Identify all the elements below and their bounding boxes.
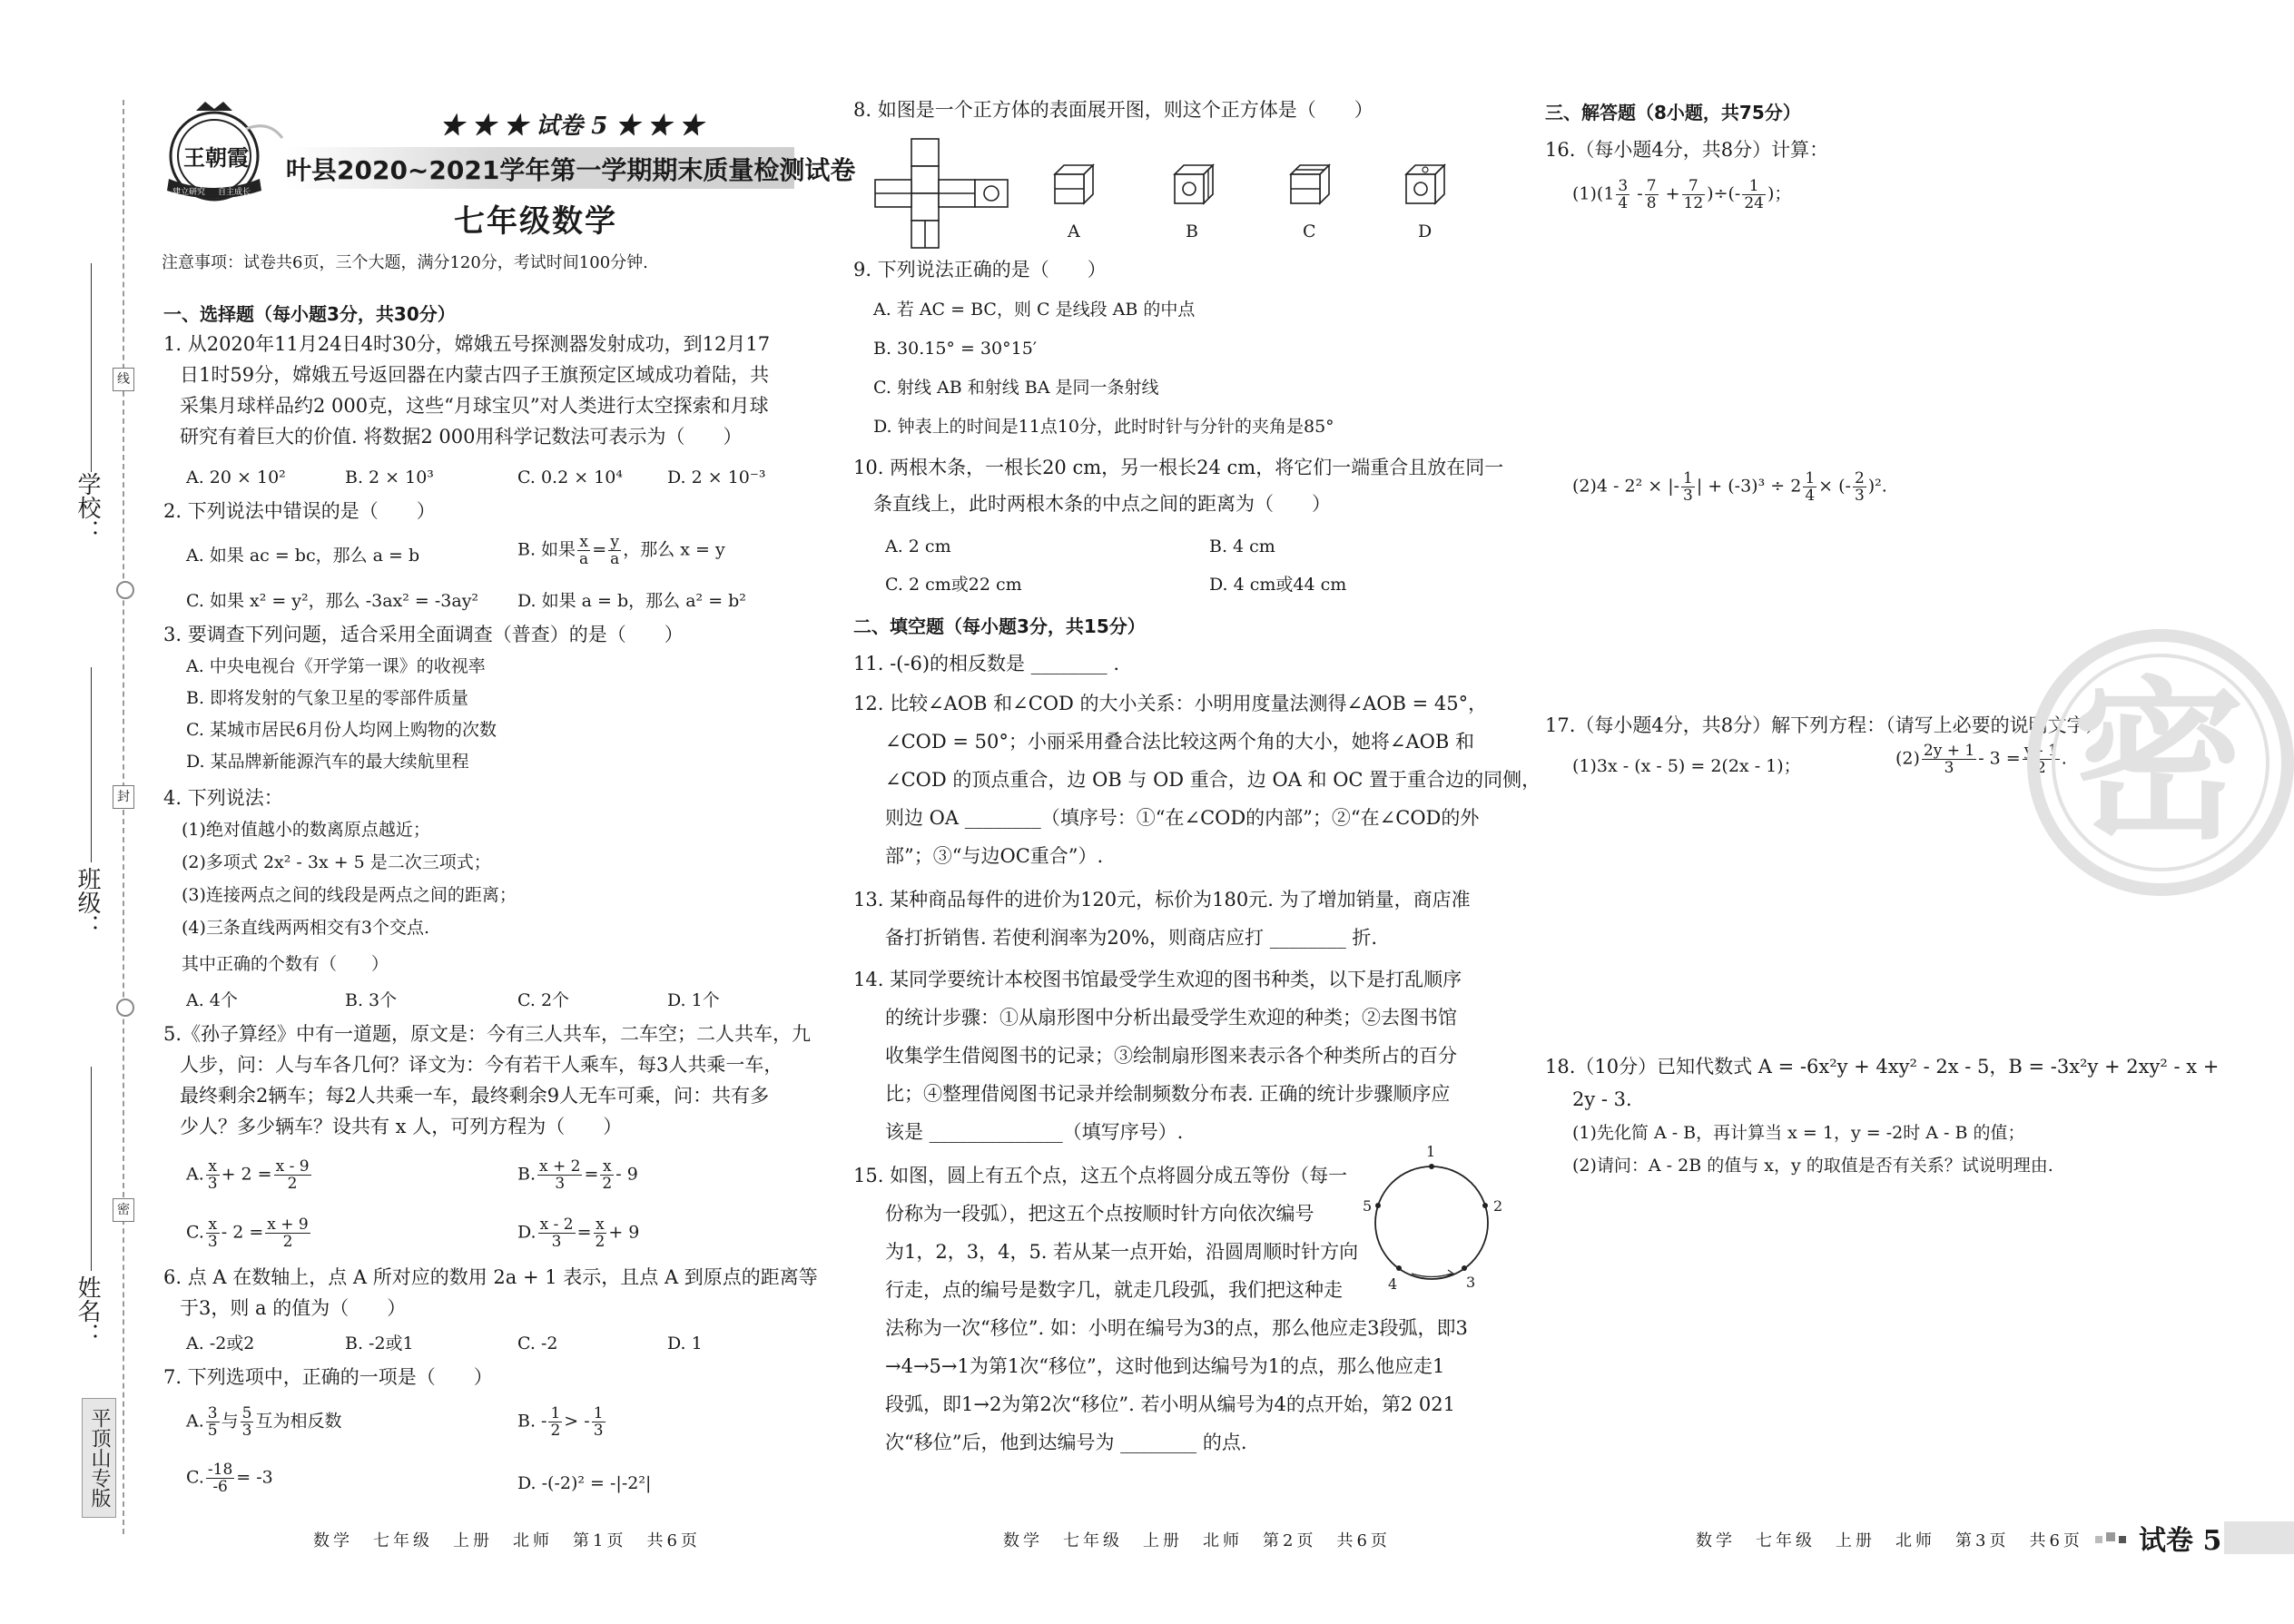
binding-hole-1: [116, 581, 134, 599]
seal-label-line: 线: [113, 368, 134, 391]
school-line: [91, 263, 92, 472]
section-3-title: 三、解答题（8小题，共75分）: [1545, 102, 1801, 123]
cube-option-c-figure: [1287, 162, 1333, 211]
question-17: 17.（每小题4分，共8分）解下列方程：（请写上必要的说明文字）: [1545, 714, 2105, 736]
circle-label-2: 2: [1493, 1197, 1503, 1215]
q2-option-a: A. 如果 ac = bc，那么 a = b: [186, 546, 420, 566]
q8-label-b: B: [1186, 221, 1198, 241]
footer-gray-band: [2224, 1521, 2294, 1554]
q7-option-a: A. $\frac{3}{5}$ 与 $\frac{5}{3}$ 互为相反数: [186, 1404, 342, 1440]
question-16-part-2: (2)4 - 2² × |- $\frac{1}{3}$ | + (-3)³ ÷ 2 $\frac{1}{4}$ × (- $\frac{2}{3}$ )².: [1572, 469, 1887, 505]
question-16: 16.（每小题4分，共8分）计算：: [1545, 139, 1829, 161]
edition-badge: 平顶山专版: [82, 1398, 116, 1518]
cube-option-d-figure: [1403, 162, 1448, 211]
q7-option-d: D. -(-2)² = -|-2²|: [517, 1473, 652, 1493]
q5-option-c: C. $\frac{x}{3}$ - 2 = $\frac{x + 9}{2}$: [186, 1216, 309, 1251]
question-16-part-1: (1)(1 $\frac{3}{4}$ - $\frac{7}{8}$ + $\frac{7}{12}$ )÷(- $\frac{1}{24}$ )；: [1572, 177, 1792, 212]
cube-option-a-figure: [1051, 162, 1097, 211]
q2-option-c: C. 如果 x² = y²，那么 -3ax² = -3ay²: [186, 591, 479, 611]
circle-label-4: 4: [1388, 1275, 1398, 1293]
q8-label-a: A: [1068, 221, 1080, 241]
logo-banner-right: 自主成长: [218, 188, 251, 197]
subject-title: 七年级数学: [454, 203, 617, 240]
question-11: 11. -(-6)的相反数是 ________ .: [853, 653, 1120, 674]
q2-option-b: B. 如果 $\frac{x}{a}$ = $\frac{y}{a}$ ，那么 x = y: [517, 533, 725, 568]
logo-banner-left: 建立研究: [172, 188, 206, 197]
watermark-seal: [2024, 626, 2294, 899]
footer-page-1: 数学 七年级 上册 北师 第1页 共6页: [313, 1531, 701, 1550]
question-17-part-1: (1)3x - (x - 5) = 2(2x - 1)；: [1572, 756, 1801, 776]
brand-logo: [160, 102, 287, 206]
name-line: [91, 1067, 92, 1271]
q2-option-d: D. 如果 a = b，那么 a² = b²: [517, 591, 746, 611]
footer-tag-decor: [2095, 1530, 2132, 1552]
seal-dashed-line: [123, 100, 124, 1534]
q1-option-a: A. 20 × 10²: [186, 468, 286, 487]
q1-option-d: D. 2 × 10⁻³: [667, 468, 766, 487]
question-17-part-2: (2) $\frac{2y + 1}{3}$ - 3 = $\frac{y - 1}{2}$ .: [1895, 742, 2067, 777]
circle-label-5: 5: [1363, 1197, 1373, 1215]
exam-title: 叶县2020~2021学年第一学期期末质量检测试卷: [286, 155, 856, 185]
school-label: 学校：: [74, 472, 101, 543]
class-label: 班级：: [74, 867, 101, 938]
binding-hole-2: [116, 999, 134, 1017]
q1-option-c: C. 0.2 × 10⁴: [517, 468, 623, 487]
seal-label-secret: 密: [113, 1198, 134, 1222]
q5-option-d: D. $\frac{x - 2}{3}$ = $\frac{x}{2}$ + 9: [517, 1216, 640, 1251]
q8-label-c: C: [1303, 221, 1316, 241]
q1-option-b: B. 2 × 10³: [345, 468, 434, 487]
section-2-title: 二、填空题（每小题3分，共15分）: [853, 615, 1146, 637]
cube-net-figure: [873, 136, 1009, 253]
q5-option-b: B. $\frac{x + 2}{3}$ = $\frac{x}{2}$ - 9: [517, 1157, 638, 1193]
binding-margin: [0, 0, 154, 1624]
circle-five-points-figure: [1357, 1143, 1511, 1303]
footer-page-3: 数学 七年级 上册 北师 第3页 共6页: [1696, 1531, 2083, 1550]
exam-series-label: ★ ★ ★ 试卷 5 ★ ★ ★: [440, 113, 704, 140]
q7-option-b: B. - $\frac{1}{2}$ > - $\frac{1}{3}$: [517, 1404, 604, 1440]
footer-tag: 试卷 5: [2139, 1525, 2222, 1557]
circle-label-3: 3: [1466, 1274, 1476, 1291]
seal-label-seal: 封: [113, 785, 134, 809]
circle-label-1: 1: [1426, 1143, 1436, 1160]
question-8: 8. 如图是一个正方体的表面展开图，则这个正方体是（ ）: [853, 99, 1373, 121]
logo-text: 王朝霞: [183, 144, 249, 171]
section-1-title: 一、选择题（每小题3分，共30分）: [163, 303, 456, 325]
q8-label-d: D: [1418, 221, 1433, 241]
name-label: 姓名：: [74, 1275, 101, 1346]
exam-notice: 注意事项：试卷共6页，三个大题，满分120分，考试时间100分钟.: [162, 253, 648, 272]
class-line: [91, 667, 92, 862]
watermark-text: 密: [2072, 662, 2245, 862]
q5-option-a: A. $\frac{x}{3}$ + 2 = $\frac{x - 9}{2}$: [186, 1157, 310, 1193]
q7-option-c: C. $\frac{-18}{-6}$ = -3: [186, 1461, 273, 1496]
cube-option-b-figure: [1171, 162, 1216, 211]
footer-page-2: 数学 七年级 上册 北师 第2页 共6页: [1003, 1531, 1391, 1550]
